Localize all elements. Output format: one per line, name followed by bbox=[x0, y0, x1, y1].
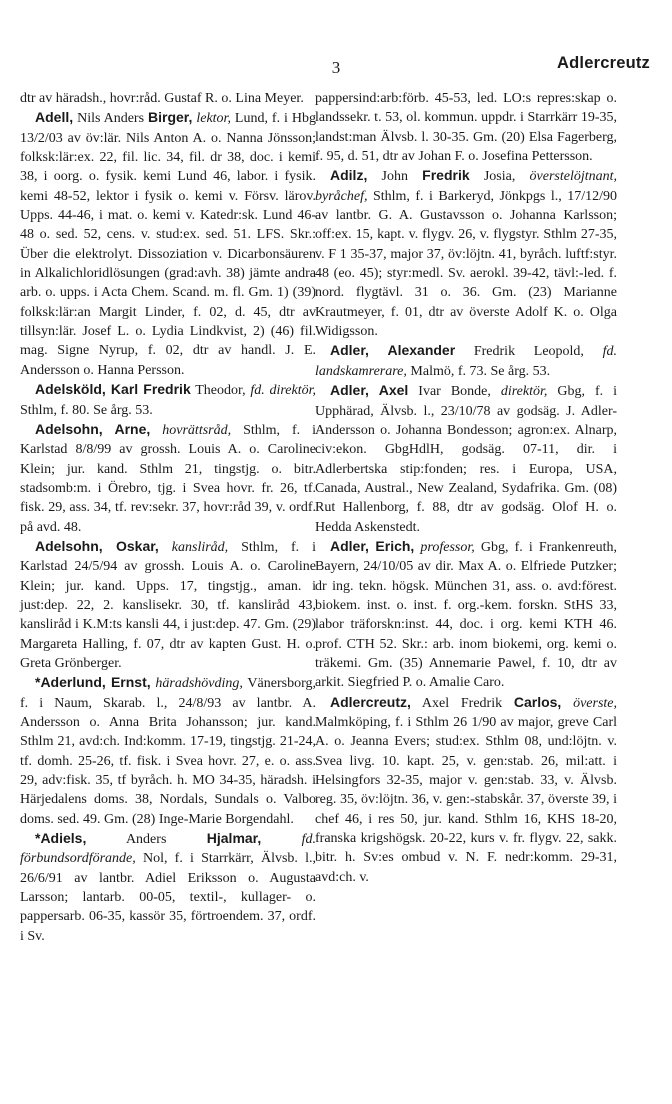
right-column bbox=[315, 89, 617, 887]
biography-entry bbox=[20, 537, 316, 673]
biography-entry bbox=[20, 108, 316, 380]
entry-title: fd. landskamrerare, bbox=[315, 344, 617, 379]
entry-text: dtr av häradsh., hovr:råd. Gustaf R. o. Lina Meyer. bbox=[20, 91, 304, 106]
entry-name: Adelsohn, Arne, bbox=[35, 420, 151, 437]
entry-given-names: Fredrik Leopold, bbox=[455, 344, 603, 360]
entry-name: Adelsköld, Karl Fredrik bbox=[35, 381, 191, 398]
entry-name: Adler, Axel bbox=[330, 382, 409, 399]
entry-name: *Adiels, bbox=[35, 830, 87, 847]
entry-text: Sthlm, f. i Barkeryd, Jönkpgs l., 17/12/90 av lantbr. G. A. Gustavsson o. Johanna Karlsson; off:ex. 15, kapt. v. flygv. 26, v. flygstyr. Sthlm 27-35, v. F 1 35-37, major 37, öv:löjtn. 41, byråch. luftf:styr. 48 (eo. 45); styr:medl. Sv. aerokl. 39-42, tävl:-led. f. nord. flygtävl. 31 o. 36. Gm. (23) Marianne Krautmeyer, f. 01, dtr av överste Adolf K. o. Olga Widigsson. bbox=[315, 188, 617, 340]
entry-title: fd. förbundsordförande, bbox=[20, 832, 317, 867]
biography-entry bbox=[315, 693, 617, 887]
entry-call-name: Fredrik bbox=[422, 167, 470, 184]
entry-given-names: Ivar Bonde, bbox=[408, 384, 501, 400]
entry-name: Adelsohn, Oskar, bbox=[35, 537, 159, 554]
entry-given-names bbox=[159, 540, 172, 555]
entry-text: pappersind:arb:förb. 45-53, led. LO:s repres:skap o. landssekr. t. 53, ol. kommun. uppdr. i Starrkärr 19-35, landst:man Älvsb. l. 30-35. Gm. (20) Elsa Fagerberg, f. 95, d. 51, dtr av Johan F. o. Josefina Pettersson. bbox=[315, 91, 617, 165]
entry-text: Malmköping, f. i Sthlm 26 1/90 av major, greve Carl A. o. Jeanna Evers; stud:ex. Sthlm 08, und:löjtn. v. Svea livg. 10. kapt. 25, v. gen:stab. 26, mil:att. i Helsingfors 32-35, major v. gen:stab. 33, v. Älvsb. reg. 35, öv:löjtn. 36, v. gen:-stabskår. 37, överste 39, i chef 46, i res 50, jur. kand. Sthlm 16, KHS 18-20, franska krigshögsk. 20-22, kurs v. fr. flygv. 22, sakk. bitr. h. Sv:es ombud v. N. F. nedr:komm. 29-31, avd:ch. v. bbox=[315, 715, 617, 885]
entry-name: *Aderlund, Ernst, bbox=[35, 674, 151, 691]
entry-text: Malmö, f. 73. Se årg. 53. bbox=[406, 363, 551, 379]
entry-title: lektor, bbox=[196, 111, 231, 127]
entry-text: Gbg, f. i Upphärad, Älvsb. l., 23/10/78 av godsäg. J. Adler-Andersson o. Johanna Bondesson; agron:ex. Alnarp, civ:ekon. GbgHdlH, godsäg. 07-11, dir. i Adlerbertska stip:fonden; res. i Europa, USA, Canada, Austral., New Zealand, Sydafrika. Gm. (08) Rut Hallenborg, f. 88, dtr av godsäg. Olof H. o. Hedda Askenstedt. bbox=[315, 384, 617, 535]
entry-given-names: Theodor, bbox=[190, 383, 251, 399]
entry-title: direktör, bbox=[500, 384, 548, 400]
entry-title: professor, bbox=[420, 539, 475, 555]
entry-text: Gbg, f. i Frankenreuth, Bayern, 24/10/05 av dir. Max A. o. Elfriede Putzker; dr ing. tekn. högsk. München 31, ass. o. avd:förest. biokem. inst. o. inst. f. org.-kem. forskn. StHS 33, labor träforskn:inst. 44, doc. i org. kemi KTH 46. prof. CTH 52. Skr.: arb. inom biokemi, org. kemi o. träkemi. Gm. (35) Annemarie Pawel, f. 10, dtr av arkit. Siegfried P. o. Amalie Caro. bbox=[315, 539, 617, 691]
running-head: Adlercreutz bbox=[557, 54, 650, 72]
entry-text: Sthlm, f. 80. Se årg. 53. bbox=[20, 402, 153, 418]
biography-entry bbox=[315, 341, 617, 381]
entry-text: Nol, f. i Starrkärr, Älvsb. l., 26/6/91 av lantbr. Adiel Eriksson o. Augusta Larsson; lantarb. 00-05, textil-, kullager- o. pappersarb. 06-35, kassör 35, förtroendem. 37, ordf. i Sv. bbox=[20, 851, 316, 944]
entry-text: Sthlm, f. i Karlstad 24/5/94 av grossh. Louis A. o. Caroline Klein; jur. kand. Upps. 17, tingstjg., aman. i just:dep. 22, 2. kanslisekr. 30, tf. kansliråd 43, kansliråd i K.M:ts kansli 44, i just:dep. 47. Gm. (29) Margareta Halling, f. 07, dtr av kapten Gust. H. o. Greta Grönberger. bbox=[20, 539, 317, 671]
entry-name: Adell, bbox=[35, 109, 74, 126]
biography-entry bbox=[315, 166, 617, 341]
entry-title: kansliråd, bbox=[171, 539, 229, 555]
biography-entry bbox=[20, 829, 316, 946]
entry-given-names: Anders bbox=[86, 832, 207, 848]
entry-name: Adlercreutz, bbox=[330, 693, 411, 710]
entry-title: överste, bbox=[573, 695, 618, 711]
entry-text: Vänersborg, f. i Naum, Skarab. l., 24/8/93 av lantbr. A. Andersson o. Anna Brita Johansson; jur. kand. Sthlm 21, avd:ch. Ind:komm. 17-19, tingstjg. 21-24, tf. domh. 25-26, tf. fisk. i Svea hovr. 27, e. o. ass. 29, adv:fisk. 35, tf byråch. h. MO 34-35, häradsh. i Härjedalens doms. 38, Nordals, Sundals o. Valbo doms. sed. 49. Gm. (28) Inge-Marie Borgendahl. bbox=[20, 676, 316, 827]
biography-entry bbox=[315, 381, 617, 537]
entry-title: överstelöjtnant, byråchef, bbox=[315, 169, 618, 204]
entry-continuation bbox=[20, 89, 316, 108]
left-column bbox=[20, 89, 316, 946]
entry-name: Adler, Erich, bbox=[330, 537, 415, 554]
biography-entry bbox=[20, 420, 316, 537]
entry-title: häradshövding, bbox=[155, 676, 243, 692]
entry-given-names-2: Josia, bbox=[469, 169, 530, 185]
entry-name: Adler, Alexander bbox=[330, 342, 456, 359]
biography-entry bbox=[20, 673, 316, 829]
entry-given-names: John bbox=[367, 169, 423, 185]
entry-continuation bbox=[315, 89, 617, 166]
entry-call-name: Hjalmar, bbox=[206, 830, 262, 847]
entry-text: Sthlm, f. i Karlstad 8/8/99 av grossh. Louis A. o. Caroline Klein; jur. kand. Sthlm 21, tingstjg. o. bitr. stadsomb:m. i Örebro, tjg. i Svea hovr. fr. 26, tf. fisk. 29, ass. 34, tf. rev:sekr. 37, hovr:råd 39, v. ordf. på avd. 48. bbox=[20, 422, 317, 535]
entry-given-names: Axel Fredrik bbox=[410, 695, 514, 711]
entry-text: Lund, f. i Hbg 13/2/03 av öv:lär. Nils Anton A. o. Nanna Jönsson; folksk:lär:ex. 22, fil. lic. 34, fil. dr 38, doc. i kemi 38, i oorg. o. fysik. kemi Lund 46, labor. i fysik. kemi 48-52, lektor i fysik o. kemi v. Försv. lärov. Upps. 44-46, i mat. o. kemi v. Katedr:sk. Lund 46-48 o. sed. 52, cens. v. stud:ex. sed. 51. LFS. Skr.: Über die elektrolyt. Dissoziation v. Dicarbonsäuren in Alkalichloridlösungen (grad:avh. 38) jämte andra arb. o. upps. i Acta Chem. Scand. m. fl. Gm. 1) (39) folksk:lär:an Margit Linder, f. 02, d. 45, dtr av tillsyn:lär. Josef L. o. Lydia Lindkvist, 2) (46) fil. mag. Signe Nyrup, f. 02, dtr av handl. J. E. Andersson o. Hanna Persson. bbox=[20, 111, 317, 378]
entry-call-name: Carlos, bbox=[513, 693, 562, 710]
entry-name: Adilz, bbox=[330, 167, 368, 184]
biography-entry bbox=[20, 380, 316, 420]
entry-call-name: Birger, bbox=[148, 109, 193, 126]
entry-given-names: Nils Anders bbox=[73, 111, 149, 127]
biography-entry bbox=[315, 537, 617, 693]
entry-title: fd. direktör, bbox=[250, 383, 316, 399]
entry-title: hovrättsråd, bbox=[162, 422, 232, 438]
page-number: 3 bbox=[331, 58, 341, 77]
entry-given-names bbox=[150, 423, 162, 438]
